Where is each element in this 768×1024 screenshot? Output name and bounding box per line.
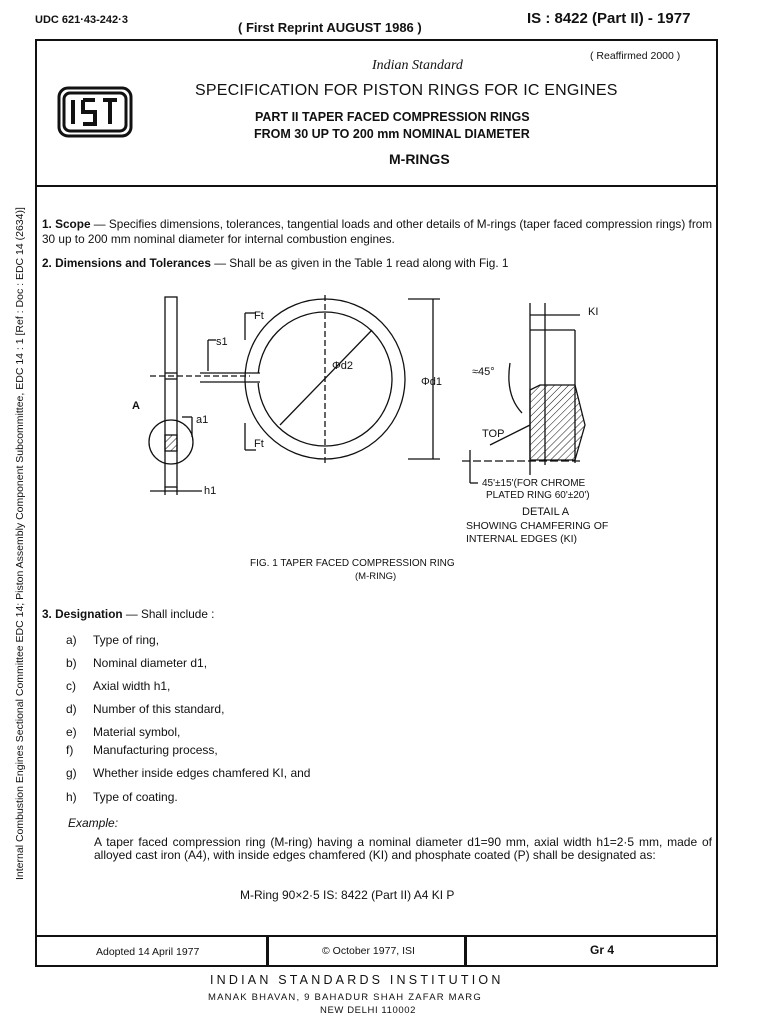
part-subtitle: FROM 30 UP TO 200 mm NOMINAL DIAMETER [254,127,530,141]
ft-top-label: Ft [254,310,264,322]
d2-label: Φd2 [332,360,354,372]
list-item: c) Axial width h1, [66,679,171,693]
chamfer-note-line1: 45'±15'(FOR CHROME [482,478,586,489]
list-item: e) Material symbol, [66,725,181,739]
h1-label: h1 [204,485,217,497]
list-item: h) Type of coating. [66,790,178,804]
footer-divider [35,935,718,937]
list-item: d) Number of this standard, [66,702,225,716]
detail-a-label: A [132,400,140,412]
scope-heading: 1. Scope [42,217,91,231]
designation-example: M-Ring 90×2·5 IS: 8422 (Part II) A4 KI P [240,888,455,902]
copyright-note: © October 1977, ISI [322,945,415,957]
figure-caption: FIG. 1 TAPER FACED COMPRESSION RING [250,558,455,569]
committee-sidebar: Internal Combustion Engines Sectional Committee EDC 14; Piston Assembly Component Subcommittee, EDC 14 : 1 [Ref : Doc : EDC 14 (2634)] [14,207,26,880]
institution-city: NEW DELHI 110002 [320,1005,417,1016]
list-item: b) Nominal diameter d1, [66,656,208,670]
detail-a-subtitle1: SHOWING CHAMFERING OF [466,520,609,532]
ft-bottom-label: Ft [254,438,264,450]
figure-caption-sub: (M-RING) [355,571,397,582]
reaffirmed-note: ( Reaffirmed 2000 ) [590,50,681,62]
top-label: TOP [482,428,505,440]
indian-standard-label: Indian Standard [372,58,463,73]
example-text: A taper faced compression ring (M-ring) having a nominal diameter d1=90 mm, axial width h1=2·5 mm, made of alloyed cast iron (A4), with inside edges chamfered (KI) and phosphate coated (P) shall be designated as: [94,835,712,862]
scope-text: — Specifies dimensions, tolerances, tangential loads and other details of M-rings (taper faced compression rings) from 30 up to 200 mm nominal diameter for internal combustion engines. [42,217,713,246]
a1-label: a1 [196,414,209,426]
d1-label: Φd1 [421,376,443,388]
dimensions-heading: 2. Dimensions and Tolerances [42,256,211,270]
udc-number: UDC 621·43-242·3 [35,14,128,26]
title-divider [35,185,718,187]
designation-text: — Shall include : [122,607,215,621]
chamfer-note-line2: PLATED RING 60'±20') [486,490,590,501]
ki-label: KI [588,306,599,318]
dimensions-text: — Shall be as given in the Table 1 read along with Fig. 1 [210,256,509,270]
price-group: Gr 4 [590,943,615,957]
designation-heading: 3. Designation [42,607,123,621]
institution-address: MANAK BHAVAN, 9 BAHADUR SHAH ZAFAR MARG [208,992,482,1003]
detail-a-title: DETAIL A [522,506,570,518]
dimensions-paragraph [42,256,508,271]
figure-1-drawing [110,285,630,555]
isi-logo-icon [57,86,133,138]
footer-divider-right [464,935,467,967]
standard-number: IS : 8422 (Part II) - 1977 [527,10,691,27]
list-item: g) Whether inside edges chamfered KI, and [66,766,311,780]
ring-cross-section [165,297,177,487]
scope-paragraph [42,217,714,247]
part-title: PART II TAPER FACED COMPRESSION RINGS [255,110,530,124]
adopted-date: Adopted 14 April 1977 [96,946,200,958]
list-item: f) Manufacturing process, [66,743,218,757]
detail-a-subtitle2: INTERNAL EDGES (KI) [466,533,578,545]
reprint-note: ( First Reprint AUGUST 1986 ) [238,20,422,35]
angle-label: ≈45° [472,366,495,378]
footer-divider-left [266,935,269,967]
designation-paragraph [42,607,214,622]
example-heading: Example: [68,816,119,830]
list-item: a) Type of ring, [66,633,160,647]
ring-type-title: M-RINGS [389,151,450,167]
institution-name: INDIAN STANDARDS INSTITUTION [210,973,504,987]
s1-label: s1 [216,336,228,348]
document-title: SPECIFICATION FOR PISTON RINGS FOR IC ENGINES [195,82,618,99]
